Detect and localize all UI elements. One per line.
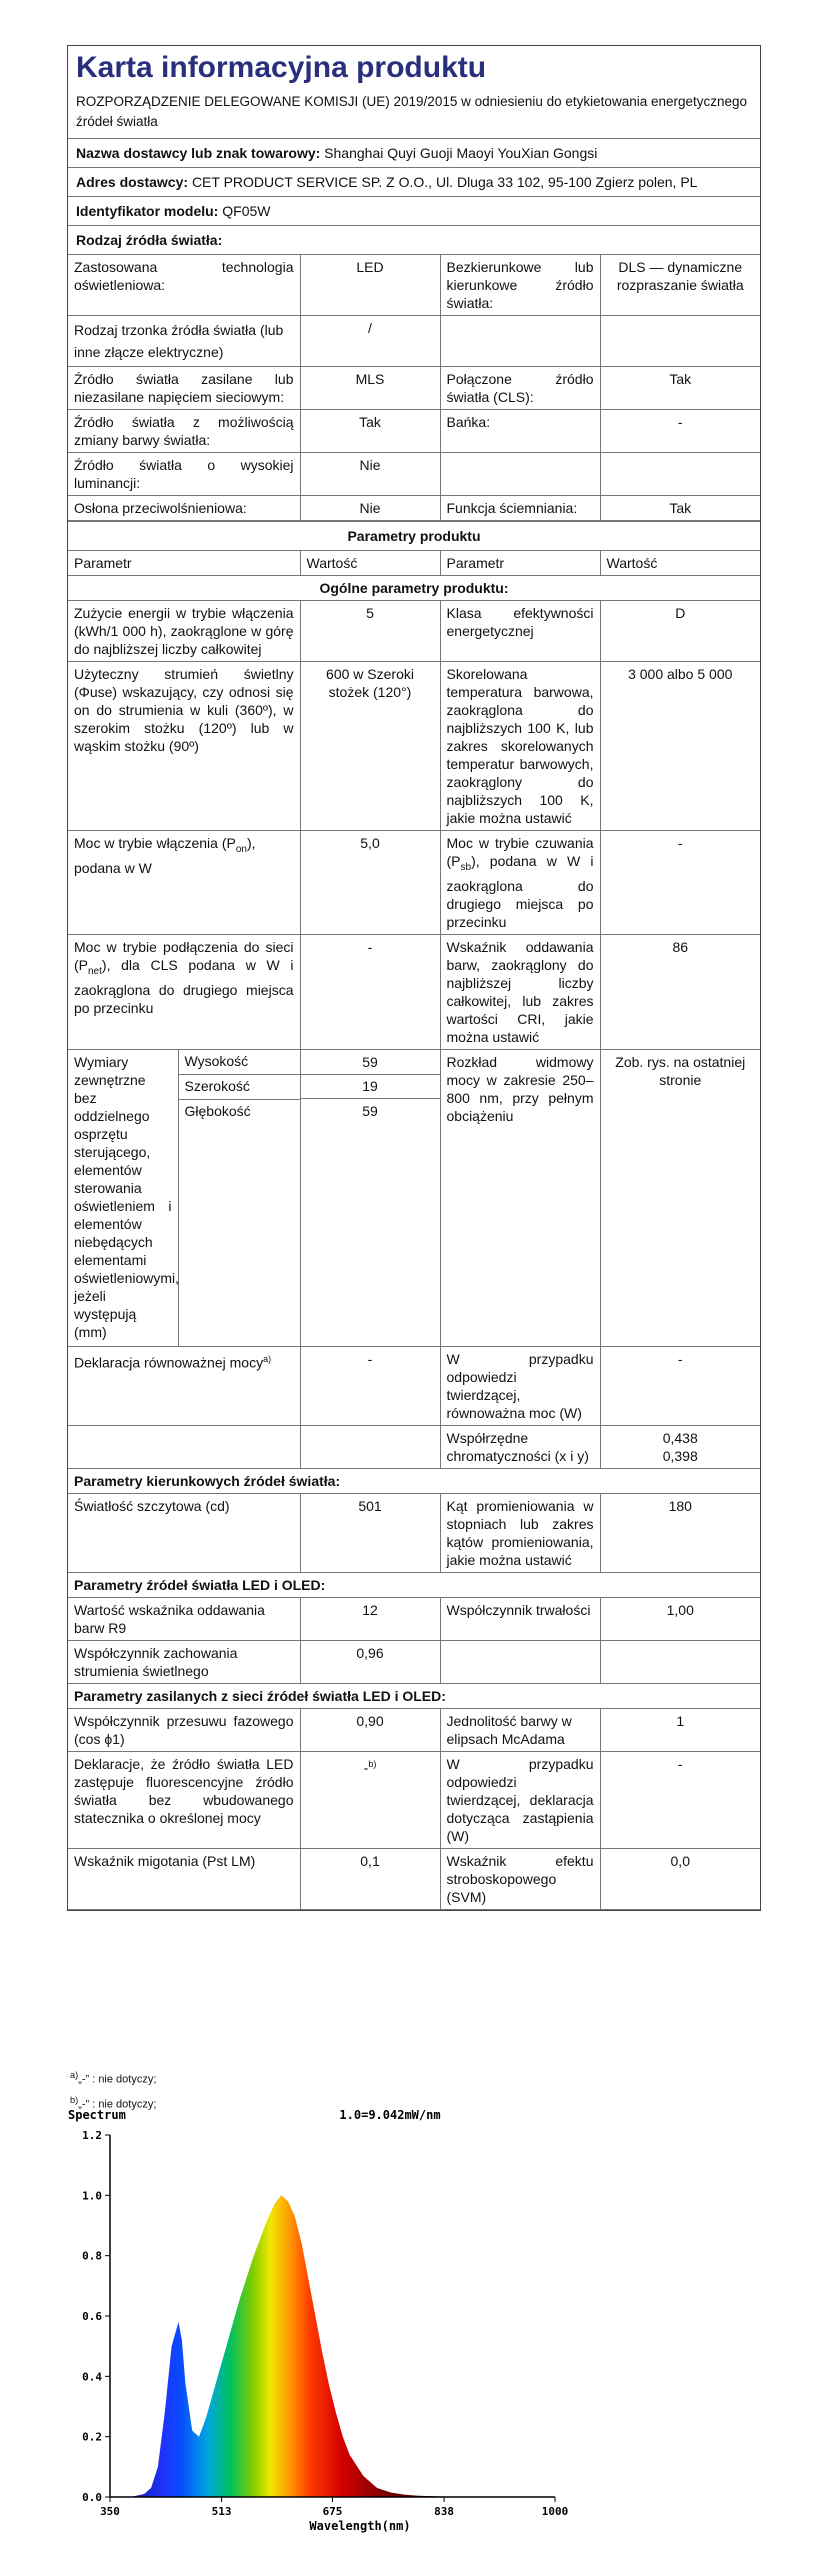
cell-label: Wskaźnik oddawania barw, zaokrąglony do najbliższej liczby całkowitej, lub zakres wartości CRI, jakie można ustawić xyxy=(440,934,600,1049)
cell-label: Zastosowana technologia oświetleniowa: xyxy=(68,255,300,316)
spectrum-chart xyxy=(60,2105,600,2535)
cell-label: Kąt promieniowania w stopniach lub zakres kątów promieniowania, jakie można ustawić xyxy=(440,1493,600,1572)
cell-value: 5,0 xyxy=(300,831,440,935)
cell-value: 1 xyxy=(600,1708,760,1751)
cell-value: 1,00 xyxy=(600,1597,760,1640)
col-header-value: Wartość xyxy=(600,551,760,576)
cell-label: Jednolitość barwy w elipsach McAdama xyxy=(440,1708,600,1751)
cell-label: Wskaźnik migotania (Pst LM) xyxy=(68,1848,300,1909)
y-tick-label: 0.2 xyxy=(82,2430,102,2444)
col-header-param: Parametr xyxy=(68,551,300,576)
cell-label: Wartość wskaźnika oddawania barw R9 xyxy=(68,1597,300,1640)
product-info-sheet xyxy=(67,45,761,1911)
cell-value xyxy=(600,316,760,367)
cell-label: Rodzaj trzonka źródła światła (lub inne złącze elektryczne) xyxy=(68,316,300,367)
x-tick-label: 675 xyxy=(322,2505,343,2518)
cell-value xyxy=(600,453,760,496)
cell-label: Światłość szczytowa (cd) xyxy=(68,1493,300,1572)
footnote-mark: b) xyxy=(70,2094,79,2105)
dimension-value: 59 xyxy=(301,1050,440,1075)
cell-value: 180 xyxy=(600,1493,760,1572)
cell-value: 86 xyxy=(600,934,760,1049)
footnote-text: „-” : nie dotyczy; xyxy=(78,2098,157,2111)
table-row xyxy=(68,255,760,316)
led-params-header: Parametry źródeł światła LED i OLED: xyxy=(68,1572,760,1597)
y-tick-label: 0.6 xyxy=(82,2310,102,2323)
source-type-row xyxy=(68,225,760,254)
cell-value: 600 w Szeroki stożek (120°) xyxy=(300,662,440,831)
cell-label: Klasa efektywności energetycznej xyxy=(440,601,600,662)
dimension-name: Wysokość xyxy=(178,1050,300,1075)
cell-label xyxy=(440,453,600,496)
cell-label: Moc w trybie włączenia $(P_{on})$, podana w W xyxy=(68,831,300,935)
cell-value: - xyxy=(600,1751,760,1848)
cell-label xyxy=(68,1346,300,1425)
dimension-name: Głębokość xyxy=(184,1102,251,1119)
cell-value: 0,96 xyxy=(300,1640,440,1683)
regulation-subtitle: ROZPORZĄDZENIE DELEGOWANE KOMISJI (UE) 2019/2015 w odniesieniu do etykietowania energetycznego źródeł światła xyxy=(76,94,748,129)
table-row xyxy=(68,1751,760,1848)
cell-value xyxy=(600,1640,760,1683)
y-tick-label: 1.0 xyxy=(82,2189,102,2203)
table-row xyxy=(68,1597,760,1640)
product-params-header: Parametry produktu xyxy=(68,521,760,550)
cell-label: Użyteczny strumień świetlny (Φuse) wskazujący, czy odnosi się on do strumienia w kuli (360º), w szerokim stożku (120º) lub w wąskim stożku (90º) xyxy=(68,662,300,831)
x-tick-label: 513 xyxy=(211,2505,232,2518)
x-tick-label: 1000 xyxy=(541,2505,569,2518)
table-row xyxy=(68,1848,760,1909)
cell-label: Zużycie energii w trybie włączenia (kWh/1 000 h), zaokrąglone w górę do najbliższej liczby całkowitej xyxy=(68,601,300,662)
cell-label: Moc w trybie czuwania $(P_{sb})$, podana w W i zaokrąglona do drugiego miejsca po przecinku xyxy=(440,831,600,935)
cell-value: 501 xyxy=(300,1493,440,1572)
cell-value: D xyxy=(600,601,760,662)
cell-value: Nie xyxy=(300,453,440,496)
y-tick-label: 0.4 xyxy=(82,2370,102,2384)
cell-label: Źródło światła zasilane lub niezasilane napięciem sieciowym: xyxy=(68,367,300,410)
mains-params-header: Parametry zasilanych z sieci źródeł światła LED i OLED: xyxy=(68,1683,760,1708)
table-row xyxy=(68,410,760,453)
address-value: CET PRODUCT SERVICE SP. Z O.O., Ul. Dluga 33 102, 95-100 Zgierz polen, PL xyxy=(191,174,698,190)
cell-label: Osłona przeciwolśnieniowa: xyxy=(68,496,300,521)
cell-value: 0,90 xyxy=(300,1708,440,1751)
y-tick-label: 0.0 xyxy=(82,2491,102,2504)
chart-xlabel: Wavelength(nm) xyxy=(309,2519,411,2533)
col-header-value: Wartość xyxy=(300,551,440,576)
cell-value: 3 000 albo 5 000 xyxy=(600,662,760,831)
cell-value: 5 xyxy=(300,601,440,662)
cell-label: Współczynnik przesuwu fazowego (cos ϕ1) xyxy=(68,1708,300,1751)
dimension-value: 19 xyxy=(301,1075,440,1099)
address-row xyxy=(68,167,760,196)
col-header-param: Parametr xyxy=(440,551,600,576)
equiv-label: Deklaracja równoważnej mocy xyxy=(74,1354,264,1371)
model-label: Identyfikator modelu: xyxy=(76,203,219,219)
footnote xyxy=(70,2065,828,2090)
cell-value: 0,1 xyxy=(300,1848,440,1909)
cell-label: W przypadku odpowiedzi twierdzącej, równoważna moc (W) xyxy=(440,1346,600,1425)
x-tick-label: 350 xyxy=(100,2505,120,2518)
source-type-label: Rodzaj źródła światła: xyxy=(76,232,223,248)
table-row xyxy=(68,316,760,367)
cell-value: / xyxy=(300,316,440,367)
general-params-header: Ogólne parametry produktu: xyxy=(68,576,760,601)
cell-value: 12 xyxy=(300,1597,440,1640)
cell-value: - xyxy=(300,1346,440,1425)
x-tick-label: 838 xyxy=(434,2505,455,2518)
supplier-label: Nazwa dostawcy lub znak towarowy: xyxy=(76,145,321,161)
cell-label: Współczynnik zachowania strumienia świetlnego xyxy=(68,1640,300,1683)
spectrum-chart-svg xyxy=(60,2105,600,2535)
chroma-y: 0,398 xyxy=(662,1447,698,1464)
cell-label: Źródło światła o wysokiej luminancji: xyxy=(68,453,300,496)
table-row xyxy=(68,1425,760,1468)
table-row xyxy=(68,662,760,831)
cell-label: Źródło światła z możliwością zmiany barwy światła: xyxy=(68,410,300,453)
supplier-value: Shanghai Quyi Guoji Maoyi YouXian Gongsi xyxy=(324,145,598,161)
chart-ylabel: Spectrum xyxy=(68,2108,126,2122)
table-row xyxy=(68,1708,760,1751)
model-value: QF05W xyxy=(222,203,271,219)
cell-value: MLS xyxy=(300,367,440,410)
table-row xyxy=(68,934,760,1049)
cell-label: Moc w trybie podłączenia do sieci $(P_{net})$, dla CLS podana w W i zaokrąglona do drugiego miejsca po przecinku xyxy=(68,934,300,1049)
cell-label: Rozkład widmowy mocy w zakresie 250–800 nm, przy pełnym obciążeniu xyxy=(440,1049,600,1346)
chroma-x: 0,438 xyxy=(662,1429,698,1446)
dimension-name: Szerokość xyxy=(178,1074,300,1099)
y-tick-label: 1.2 xyxy=(82,2129,102,2142)
cell-label: Wskaźnik efektu stroboskopowego (SVM) xyxy=(440,1848,600,1909)
table-row xyxy=(68,367,760,410)
dimensions-row xyxy=(68,1049,760,1346)
cell-value: Tak xyxy=(600,496,760,521)
cell-label: Funkcja ściemniania: xyxy=(440,496,600,521)
dimensions-label: Wymiary zewnętrzne bez oddzielnego osprzętu sterującego, elementów sterowania oświetleniem i elementów niebędących elementami oświetleniowymi, jeżeli występują (mm) xyxy=(68,1050,178,1346)
cell-value: Nie xyxy=(300,496,440,521)
cell-value: Tak xyxy=(600,367,760,410)
cell-value: - xyxy=(600,1346,760,1425)
dimension-value: 59 xyxy=(362,1102,378,1119)
footnote-ref: a) xyxy=(263,1353,272,1364)
model-row xyxy=(68,196,760,225)
supplier-row xyxy=(68,138,760,167)
cell-value: Zob. rys. na ostatniej stronie xyxy=(600,1049,760,1346)
cell-label: Deklaracje, że źródło światła LED zastępuje fluorescencyjne źródło światła bez wbudowanego statecznika o określonej mocy xyxy=(68,1751,300,1848)
page-title: Karta informacyjna produktu xyxy=(76,51,487,84)
cell-value: Tak xyxy=(300,410,440,453)
table-row xyxy=(68,453,760,496)
footnote-ref: b) xyxy=(368,1758,377,1769)
cell-label: Bezkierunkowe lub kierunkowe źródło światła: xyxy=(440,255,600,316)
footnote-mark: a) xyxy=(70,2070,79,2080)
cell-value: DLS — dynamiczne rozpraszanie światła xyxy=(600,255,760,316)
product-params-table xyxy=(68,550,760,1910)
spectrum-area xyxy=(110,2195,555,2497)
footnote-text: „-” : nie dotyczy; xyxy=(78,2073,157,2086)
cell-value: - xyxy=(600,410,760,453)
table-row xyxy=(68,1640,760,1683)
cell-value: LED xyxy=(300,255,440,316)
cell-value: 0,0 xyxy=(600,1848,760,1909)
cell-label: Skorelowana temperatura barwowa, zaokrąglona do najbliższych 100 K, lub zakres skorelowanych temperatur barwowych, zaokrąglony do najbliższych 100 K, jakie można ustawić xyxy=(440,662,600,831)
column-header-row xyxy=(68,551,760,576)
cell-value: - xyxy=(363,1759,369,1776)
table-row xyxy=(68,831,760,935)
light-source-type-table xyxy=(68,254,760,521)
cell-label: Współczynnik trwałości xyxy=(440,1597,600,1640)
table-row xyxy=(68,496,760,521)
table-row xyxy=(68,1493,760,1572)
cell-value: - xyxy=(300,934,440,1049)
cell-value: - xyxy=(600,831,760,935)
cell-label: Połączone źródło światła (CLS): xyxy=(440,367,600,410)
cell-label xyxy=(440,316,600,367)
table-row xyxy=(68,1346,760,1425)
address-label: Adres dostawcy: xyxy=(76,174,189,190)
directional-params-header: Parametry kierunkowych źródeł światła: xyxy=(68,1468,760,1493)
cell-label: W przypadku odpowiedzi twierdzącej, deklaracja dotycząca zastąpienia (W) xyxy=(440,1751,600,1848)
table-row xyxy=(68,601,760,662)
cell-label: Współrzędne chromatyczności (x i y) xyxy=(440,1425,600,1468)
cell-label xyxy=(440,1640,600,1683)
y-tick-label: 0.8 xyxy=(82,2249,102,2263)
cell-label: Bańka: xyxy=(440,410,600,453)
chart-title: 1.0=9.042mW/nm xyxy=(339,2108,441,2122)
